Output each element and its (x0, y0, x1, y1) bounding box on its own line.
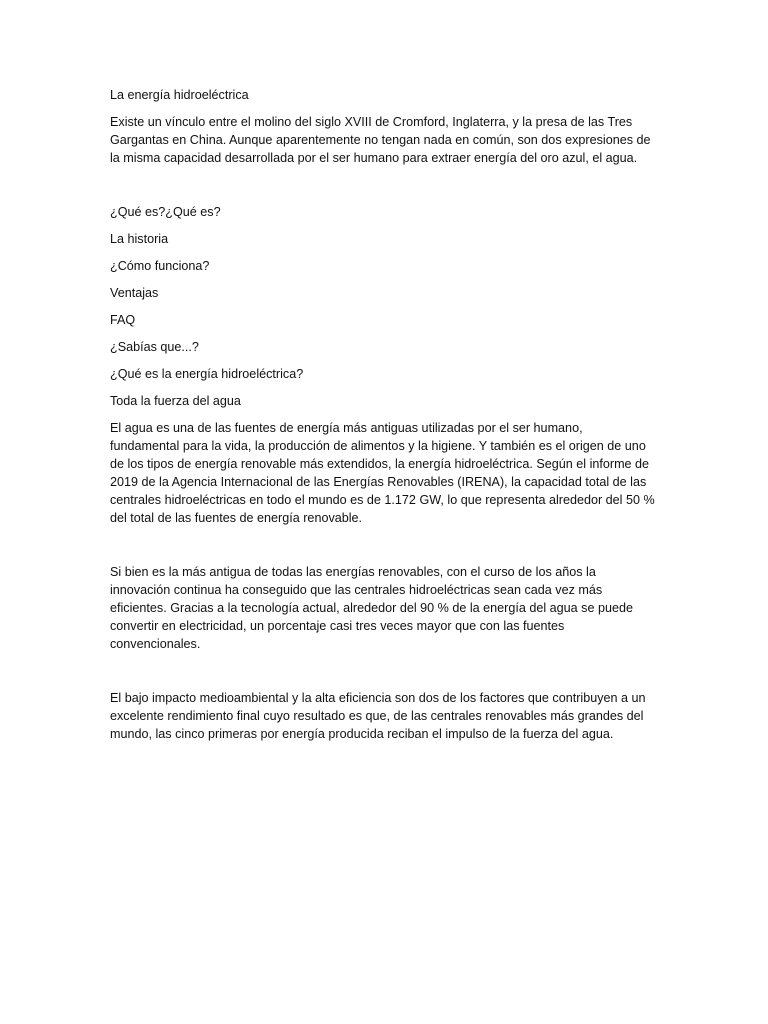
nav-item-como-funciona: ¿Cómo funciona? (110, 259, 210, 273)
nav-item-sabias-que: ¿Sabías que...? (110, 340, 199, 354)
body-paragraph-1: El agua es una de las fuentes de energía más antiguas utilizadas por el ser humano, fundamental para la vida, la producción de alimentos y la higiene. Y también es el origen de uno de los tipos de energía renovable más extendidos, la energía hidroeléctrica. Según el informe de 2019 de la Agencia Internacional de las Energías Renovables (IRENA), la capacidad total de las centrales hidroeléctricas en todo el mundo es de 1.172 GW, lo que representa alrededor del 50 % del total de las fuentes de energía renovable. (110, 421, 655, 525)
nav-item-que-es: ¿Qué es?¿Qué es? (110, 205, 221, 219)
body-paragraph-2: Si bien es la más antigua de todas las energías renovables, con el curso de los años la innovación continua ha conseguido que las centrales hidroeléctricas sean cada vez más eficientes. Gracias a la tecnología actual, alrededor del 90 % de la energía del agua se puede convertir en electricidad, un porcentaje casi tres veces mayor que con las fuentes convencionales. (110, 565, 633, 651)
body-paragraph-3: El bajo impacto medioambiental y la alta eficiencia son dos de los factores que contribuyen a un excelente rendimiento final cuyo resultado es que, de las centrales renovables más grandes del mundo, las cinco primeras por energía producida reciban el impulso de la fuerza del agua. (110, 691, 646, 741)
section-heading-fuerza-agua: Toda la fuerza del agua (110, 394, 241, 408)
section-heading-que-es: ¿Qué es la energía hidroeléctrica? (110, 367, 304, 381)
intro-paragraph: Existe un vínculo entre el molino del siglo XVIII de Cromford, Inglaterra, y la presa de las Tres Gargantas en China. Aunque aparentemente no tengan nada en común, son dos expresiones de la misma capacidad desarrollada por el ser humano para extraer energía del oro azul, el agua. (110, 115, 651, 165)
document-body (110, 86, 655, 752)
nav-item-historia: La historia (110, 232, 169, 246)
document-title: La energía hidroeléctrica (110, 88, 249, 102)
nav-item-ventajas: Ventajas (110, 286, 159, 300)
nav-item-faq: FAQ (110, 313, 136, 327)
